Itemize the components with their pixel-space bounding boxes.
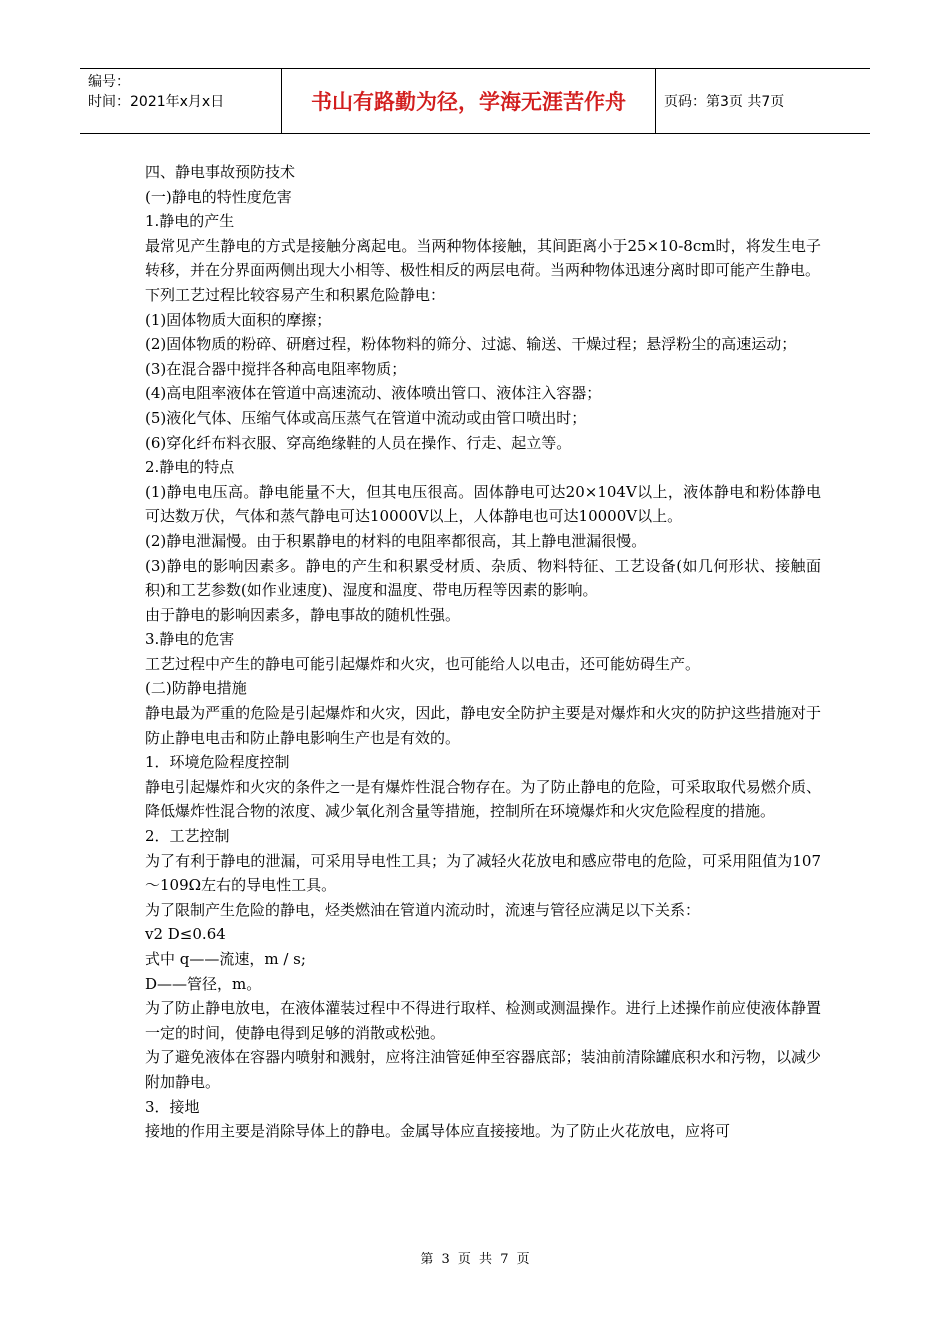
paragraph: (6)穿化纤布料衣服、穿高绝缘鞋的人员在操作、行走、起立等。 [145, 433, 572, 452]
paragraph: (3)静电的影响因素多。静电的产生和积累受材质、杂质、物料特征、工艺设备(如几何形状、接触面积)和工艺参数(如作业速度)、湿度和温度、带电历程等因素的影响。 [145, 556, 821, 600]
paragraph: 1.静电的产生 [145, 212, 235, 231]
header-motto: 书山有路勤为径，学海无涯苦作舟 [282, 69, 656, 133]
page-header [80, 68, 870, 134]
page-footer: 第 3 页 共 7 页 [420, 1252, 530, 1267]
paragraph: 1．环境危险程度控制 [145, 753, 290, 772]
paragraph: (一)静电的特性度危害 [145, 187, 292, 206]
paragraph: (3)在混合器中搅拌各种高电阻率物质； [145, 359, 407, 378]
paragraph: 2．工艺控制 [145, 827, 230, 846]
paragraph: 2.静电的特点 [145, 458, 235, 477]
paragraph: 为了限制产生危险的静电，烃类燃油在管道内流动时，流速与管径应满足以下关系： [145, 900, 701, 919]
paragraph: (1)静电电压高。静电能量不大，但其电压很高。固体静电可达20×104V以上，液体静电和粉体静电可达数万伏，气体和蒸气静电可达10000V以上，人体静电也可达10000V以上。 [145, 482, 821, 526]
paragraph: (二)防静电措施 [145, 679, 247, 698]
paragraph: 工艺过程中产生的静电可能引起爆炸和火灾，也可能给人以电击，还可能妨碍生产。 [145, 654, 701, 673]
paragraph: 接地的作用主要是消除导体上的静电。金属导体应直接接地。为了防止火花放电，应将可 [145, 1122, 731, 1141]
paragraph: (1)固体物质大面积的摩擦； [145, 310, 332, 329]
paragraph: 最常见产生静电的方式是接触分离起电。当两种物体接触，其间距离小于25×10-8cm时，将发生电子转移，并在分界面两侧出现大小相等、极性相反的两层电荷。当两种物体迅速分离时即可能产生静电。 [145, 236, 821, 280]
paragraph: 下列工艺过程比较容易产生和积累危险静电： [145, 285, 446, 304]
paragraph: 静电最为严重的危险是引起爆炸和火灾，因此，静电安全防护主要是对爆炸和火灾的防护这些措施对于防止静电电击和防止静电影响生产也是有效的。 [145, 704, 821, 747]
paragraph: (2)静电泄漏慢。由于积累静电的材料的电阻率都很高，其上静电泄漏很慢。 [145, 531, 647, 550]
paragraph: 为了避免液体在容器内喷射和溅射，应将注油管延伸至容器底部；装油前清除罐底积水和污物，以减少附加静电。 [145, 1048, 821, 1091]
paragraph: 3．接地 [145, 1097, 200, 1116]
paragraph: D——管径，m。 [145, 974, 262, 993]
paragraph: 静电引起爆炸和火灾的条件之一是有爆炸性混合物存在。为了防止静电的危险，可采取取代易燃介质、降低爆炸性混合物的浓度、减少氧化剂含量等措施，控制所在环境爆炸和火灾危险程度的措施。 [145, 777, 821, 821]
paragraph: 由于静电的影响因素多，静电事故的随机性强。 [145, 605, 461, 624]
paragraph: (5)液化气体、压缩气体或高压蒸气在管道中流动或由管口喷出时； [145, 408, 587, 427]
date-text: 时间：2021年x月x日 [88, 94, 225, 110]
header-meta [80, 69, 282, 133]
paragraph: 为了有利于静电的泄漏，可采用导电性工具；为了减轻火花放电和感应带电的危险，可采用阻值为107～109Ω左右的导电性工具。 [145, 851, 821, 895]
code-label: 编号： [88, 74, 130, 90]
document-body [145, 160, 821, 1144]
paragraph: (2)固体物质的粉碎、研磨过程，粉体物料的筛分、过滤、输送、干燥过程；悬浮粉尘的高速运动； [145, 335, 797, 354]
paragraph: 四、静电事故预防技术 [145, 163, 296, 181]
paragraph: v2 D≤0.64 [145, 925, 226, 944]
paragraph: 式中 q——流速，m / s; [145, 950, 306, 968]
paragraph: 为了防止静电放电，在液体灌装过程中不得进行取样、检测或测温操作。进行上述操作前应使液体静置一定的时间，使静电得到足够的消散或松弛。 [145, 999, 821, 1042]
header-page-info: 页码：第3页 共7页 [664, 94, 785, 110]
paragraph: 3.静电的危害 [145, 630, 235, 649]
paragraph: (4)高电阻率液体在管道中高速流动、液体喷出管口、液体注入容器； [145, 384, 602, 403]
